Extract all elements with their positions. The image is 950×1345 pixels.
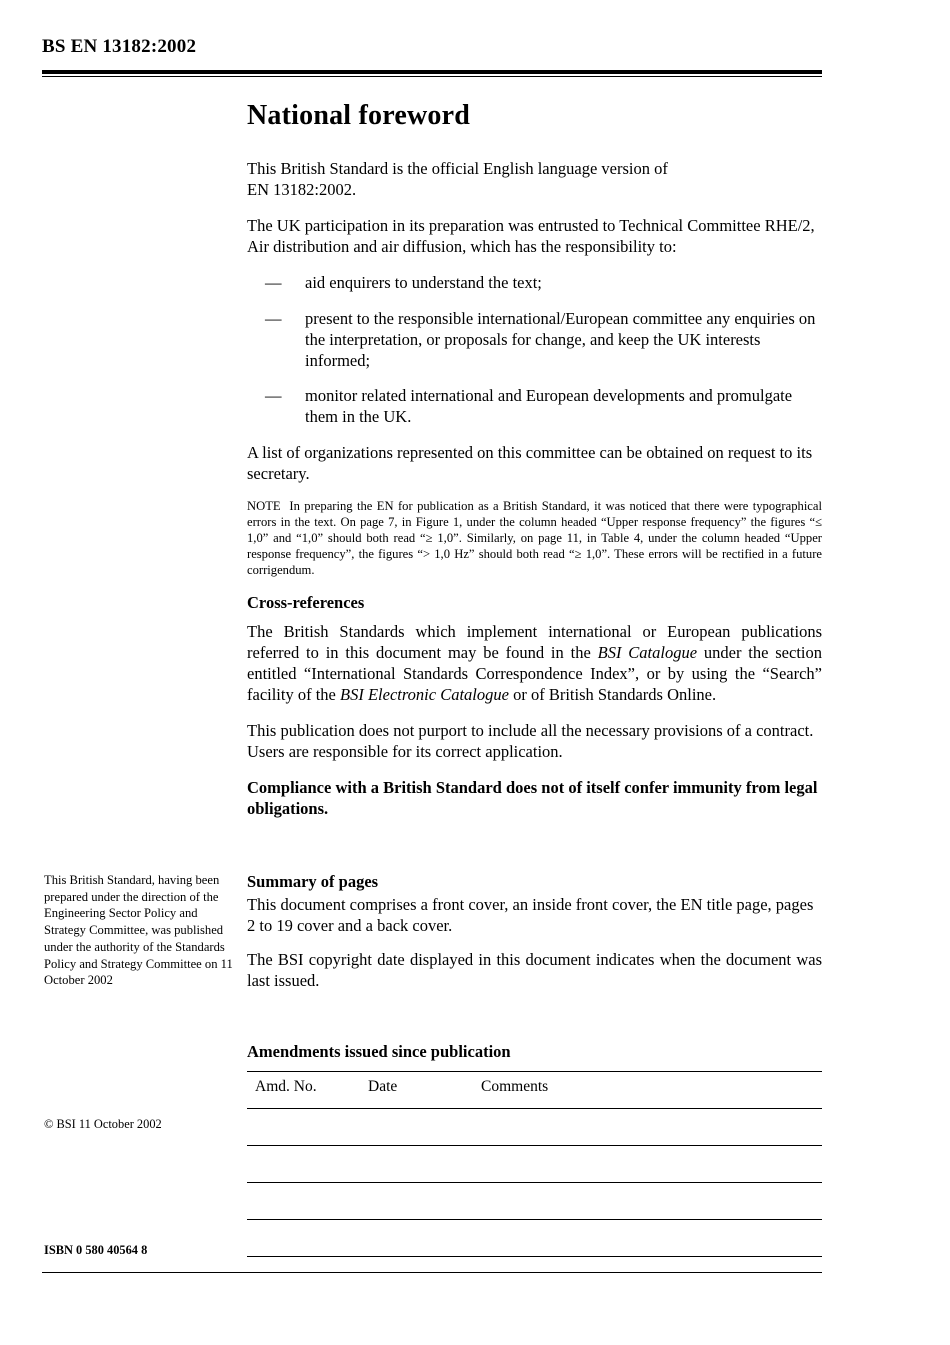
cross-ref-text-2: under the section entitled “International Standards Correspondence Index”, or by using the “Search” facility of the: [247, 642, 823, 704]
cell-comments: [473, 1109, 822, 1146]
intro-paragraph: [247, 158, 822, 200]
standard-reference: BS EN 13182:2002: [42, 36, 197, 57]
cell-date: [360, 1183, 473, 1220]
contract-provisions-paragraph: This publication does not purport to include all the necessary provisions of a contract. Users are responsible for its correct application.: [247, 721, 814, 762]
amendments-table: [247, 1071, 822, 1257]
list-item-text: present to the responsible international/European committee any enquiries on the interpretation, or proposals for change, and keep the UK interests informed;: [305, 308, 816, 370]
column-header-date: Date: [360, 1072, 473, 1109]
bsi-electronic-catalogue-italic: BSI Electronic Catalogue: [340, 684, 509, 704]
intro-line-1: This British Standard is the official English language version of: [247, 159, 668, 178]
cross-references-heading: Cross-references: [247, 592, 365, 612]
summary-heading: Summary of pages: [247, 872, 379, 891]
cross-references-paragraph: [247, 621, 822, 705]
responsibility-list: [247, 272, 822, 427]
isbn-line: ISBN 0 580 40564 8: [44, 1243, 148, 1257]
list-item: [247, 385, 822, 427]
intro-line-2: EN 13182:2002.: [247, 180, 357, 200]
note-text: In preparing the EN for publication as a British Standard, it was noticed that there were typographical errors in the text. On page 7, in Figure 1, under the column headed “Upper response frequency” the figures “≤ 1,0” and “1,0” should both read “≥ 1,0”. Similarly, on page 11, in Table 4, under the column headed “Upper response frequency”, the figures “> 1,0 Hz” should both read “≥ 1,0”. These errors will be rectified in a future corrigendum.: [247, 499, 822, 577]
cell-date: [360, 1146, 473, 1183]
page-title: National foreword: [247, 100, 470, 131]
cell-amd-no: [247, 1146, 360, 1183]
bsi-catalogue-italic: BSI Catalogue: [597, 642, 698, 662]
dash-marker: —: [265, 308, 282, 328]
participation-paragraph: The UK participation in its preparation was entrusted to Technical Committee RHE/2, Air distribution and air diffusion, which has the responsibility to:: [247, 216, 815, 257]
cross-ref-text-3: or of British Standards Online.: [508, 684, 717, 704]
summary-paragraph-1: This document comprises a front cover, an inside front cover, the EN title page, pages 2 to 19 cover and a back cover.: [247, 895, 814, 936]
table-row: [247, 1183, 822, 1220]
summary-paragraph-2: The BSI copyright date displayed in this document indicates when the document was last issued.: [247, 950, 822, 991]
header-rule-thick: [42, 70, 822, 74]
copyright-line: © BSI 11 October 2002: [44, 1117, 162, 1131]
amendments-heading: Amendments issued since publication: [247, 1042, 511, 1061]
column-header-amd-no: Amd. No.: [247, 1072, 360, 1109]
compliance-statement: Compliance with a British Standard does not of itself confer immunity from legal obligations.: [247, 778, 818, 819]
cell-amd-no: [247, 1183, 360, 1220]
document-header: [42, 36, 822, 58]
cell-comments: [473, 1183, 822, 1220]
table-row: [247, 1220, 822, 1257]
cell-date: [360, 1220, 473, 1257]
note-block: [247, 499, 822, 578]
cell-comments: [473, 1220, 822, 1257]
table-header-row: [247, 1072, 822, 1109]
header-rule-thin: [42, 76, 822, 77]
note-label: NOTE: [247, 499, 281, 514]
dash-marker: —: [265, 273, 282, 293]
margin-publication-note: This British Standard, having been prepared under the direction of the Engineering Sector Policy and Strategy Committee, was published under the authority of the Standards Policy and Strategy Committee on 11 October 2002: [44, 873, 233, 988]
cell-amd-no: [247, 1109, 360, 1146]
column-header-comments: Comments: [473, 1072, 822, 1109]
list-item: [247, 272, 822, 293]
table-row: [247, 1146, 822, 1183]
table-row: [247, 1109, 822, 1146]
organizations-paragraph: A list of organizations represented on this committee can be obtained on request to its secretary.: [247, 443, 813, 484]
dash-marker: —: [265, 385, 282, 405]
cell-amd-no: [247, 1220, 360, 1257]
cell-comments: [473, 1146, 822, 1183]
cell-date: [360, 1109, 473, 1146]
footer-rule: [42, 1272, 822, 1273]
list-item-text: aid enquirers to understand the text;: [305, 273, 542, 293]
list-item-text: monitor related international and European developments and promulgate them in the UK.: [305, 385, 793, 426]
cross-ref-text-1: The British Standards which implement international or European publications referred to in this document may be found in the: [247, 621, 822, 662]
amendments-section: [247, 1042, 822, 1257]
list-item: [247, 308, 822, 371]
main-content: [247, 100, 822, 833]
summary-of-pages-section: [247, 872, 822, 1004]
